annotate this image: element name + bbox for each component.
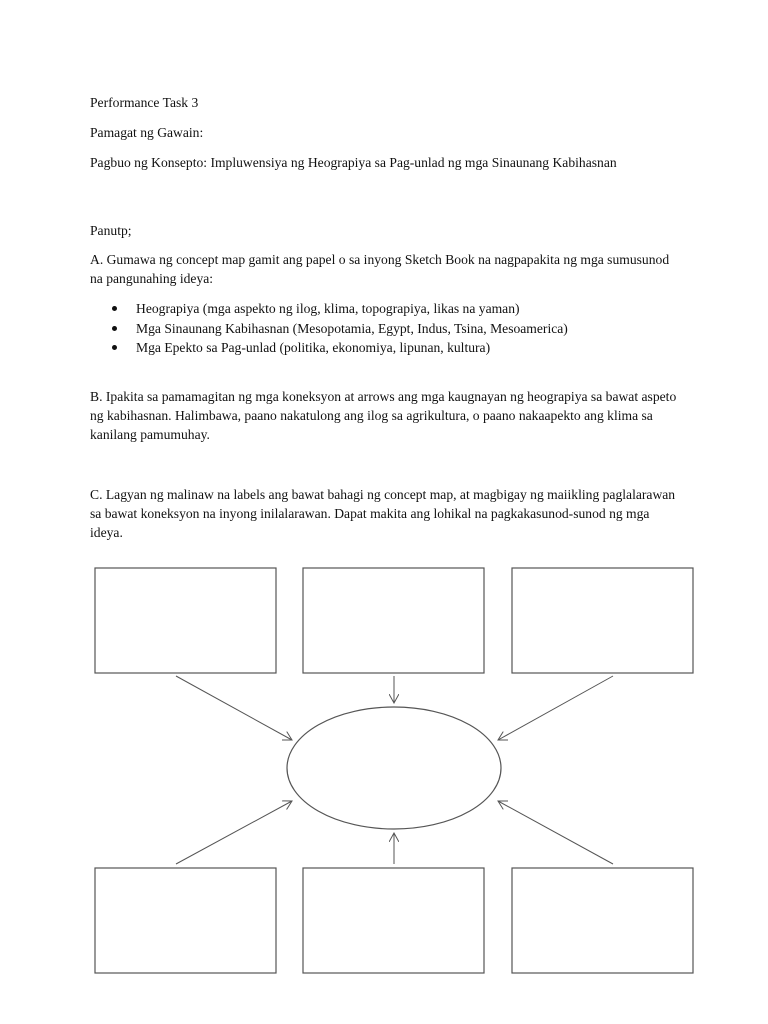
bullet-icon [112, 345, 117, 350]
bullet-icon [112, 326, 117, 331]
bullet-icon [112, 306, 117, 311]
concept-box-bottom-left [95, 868, 276, 973]
instruction-a: A. Gumawa ng concept map gamit ang papel o sa inyong Sketch Book na nagpapakita ng mga sumusunod na pangunahing ideya: [90, 252, 670, 286]
instruction-c: C. Lagyan ng malinaw na labels ang bawat bahagi ng concept map, at magbigay ng maiikling paglalarawan sa bawat koneksyon na inyong inilalarawan. Dapat makita ang lohikal na pagkakasunod-sunod ng mga ideya. [90, 487, 676, 540]
list-item [112, 338, 568, 358]
central-idea-ellipse [287, 707, 501, 829]
list-item-text: Mga Sinaunang Kabihasnan (Mesopotamia, Egypt, Indus, Tsina, Mesoamerica) [136, 320, 568, 336]
list-item [112, 299, 568, 319]
instructions-label: Panutp; [90, 223, 132, 238]
concept-map-diagram [0, 560, 768, 980]
concept-box-bottom-right [512, 868, 693, 973]
list-item-text: Heograpiya (mga aspekto ng ilog, klima, topograpiya, likas na yaman) [136, 301, 520, 316]
arrow-top-left [176, 676, 292, 740]
arrow-top-right [498, 676, 613, 740]
concept-box-top-right [512, 568, 693, 673]
arrow-bottom-left [176, 801, 292, 864]
concept-box-bottom-center [303, 868, 484, 973]
list-item [112, 319, 568, 339]
concept-box-top-left [95, 568, 276, 673]
arrow-bottom-right [498, 801, 613, 864]
concept-box-top-center [303, 568, 484, 673]
task-title: Pagbuo ng Konsepto: Impluwensiya ng Heograpiya sa Pag-unlad ng mga Sinaunang Kabihasnan [90, 155, 617, 170]
list-item-text: Mga Epekto sa Pag-unlad (politika, ekonomiya, lipunan, kultura) [136, 340, 491, 355]
idea-list [112, 299, 568, 358]
task-number: Performance Task 3 [90, 95, 199, 110]
title-label: Pamagat ng Gawain: [90, 125, 204, 140]
instruction-b: B. Ipakita sa pamamagitan ng mga koneksyon at arrows ang mga kaugnayan ng heograpiya sa bawat aspeto ng kabihasnan. Halimbawa, paano nakatulong ang ilog sa agrikultura, o paano nakaapekto ang klima sa kanilang pamumuhay. [90, 389, 677, 442]
